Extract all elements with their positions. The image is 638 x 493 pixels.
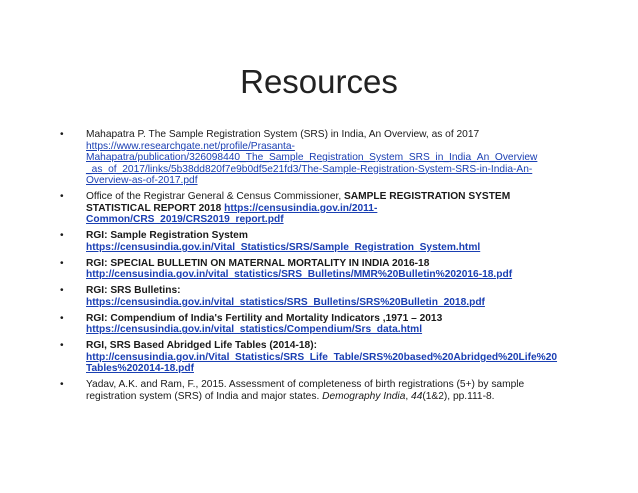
item-text: (1&2), pp.111-8. bbox=[422, 390, 495, 402]
resource-list bbox=[60, 129, 575, 407]
resource-link[interactable]: https://www.researchgate.net/profile/Prasanta- Mahapatra/publication/326098440_The_Sample_Registration_System_SRS_in_India_An_Overview _as_of_2017/links/5b38dd820f7e9b0df5e21fd3/The-Sample-Registration-System-SRS-in-India-An- Overview-as-of-2017.pdf bbox=[86, 140, 538, 187]
list-item bbox=[60, 129, 575, 187]
bullet: • bbox=[60, 285, 64, 297]
list-item bbox=[60, 258, 575, 281]
resource-link[interactable]: http://censusindia.gov.in/Vital_Statistics/SRS_Life_Table/SRS%20based%20Abridged%20Life%20 Tables%202014-18.pdf bbox=[86, 351, 558, 375]
journal-volume: 44 bbox=[411, 390, 423, 402]
item-bold-text: RGI: SRS Bulletins: bbox=[86, 285, 181, 297]
item-text: Office of the Registrar General & Census Commissioner, bbox=[86, 191, 344, 203]
list-item bbox=[60, 313, 575, 336]
list-item bbox=[60, 191, 575, 226]
bullet: • bbox=[60, 312, 64, 324]
bullet: • bbox=[60, 257, 64, 269]
item-text: Yadav, A.K. and Ram, F., 2015. Assessment of completeness of birth registrations (5+) by sample registration system (SRS) of India and major states. bbox=[86, 379, 525, 402]
item-text: , bbox=[405, 390, 412, 402]
bullet: • bbox=[60, 340, 64, 352]
bullet: • bbox=[60, 379, 64, 391]
item-bold-text: RGI, SRS Based Abridged Life Tables (2014-18): bbox=[86, 340, 317, 352]
resource-link[interactable]: https://censusindia.gov.in/vital_statistics/Compendium/Srs_data.html bbox=[86, 324, 423, 336]
list-item bbox=[60, 379, 575, 402]
resource-link[interactable]: http://censusindia.gov.in/vital_statistics/SRS_Bulletins/MMR%20Bulletin%202016-18.pdf bbox=[86, 269, 513, 281]
list-item bbox=[60, 340, 575, 375]
bullet: • bbox=[60, 230, 64, 242]
item-bold-text: RGI: Compendium of India's Fertility and Mortality Indicators ,1971 – 2013 bbox=[86, 312, 443, 324]
bullet: • bbox=[60, 129, 64, 140]
item-bold-text: SAMPLE REGISTRATION SYSTEM STATISTICAL REPORT 2018 bbox=[86, 191, 511, 214]
list-item bbox=[60, 285, 575, 308]
resource-link[interactable]: https://censusindia.gov.in/Vital_Statistics/SRS/Sample_Registration_System.html bbox=[86, 241, 481, 253]
resource-link[interactable]: https://censusindia.gov.in/vital_statistics/SRS_Bulletins/SRS%20Bulletin_2018.pdf bbox=[86, 296, 485, 308]
item-bold-text: RGI: SPECIAL BULLETIN ON MATERNAL MORTALITY IN INDIA 2016-18 bbox=[86, 257, 430, 269]
item-text: Mahapatra P. The Sample Registration System (SRS) in India, An Overview, as of 2017 bbox=[86, 129, 480, 140]
resource-link[interactable]: https://censusindia.gov.in/2011- Common/CRS_2019/CRS2019_report.pdf bbox=[86, 202, 378, 226]
journal-title: Demography India bbox=[322, 390, 406, 402]
bullet: • bbox=[60, 191, 64, 203]
slide-title: Resources bbox=[240, 63, 398, 100]
item-bold-text: RGI: Sample Registration System bbox=[86, 230, 248, 242]
list-item bbox=[60, 230, 575, 253]
